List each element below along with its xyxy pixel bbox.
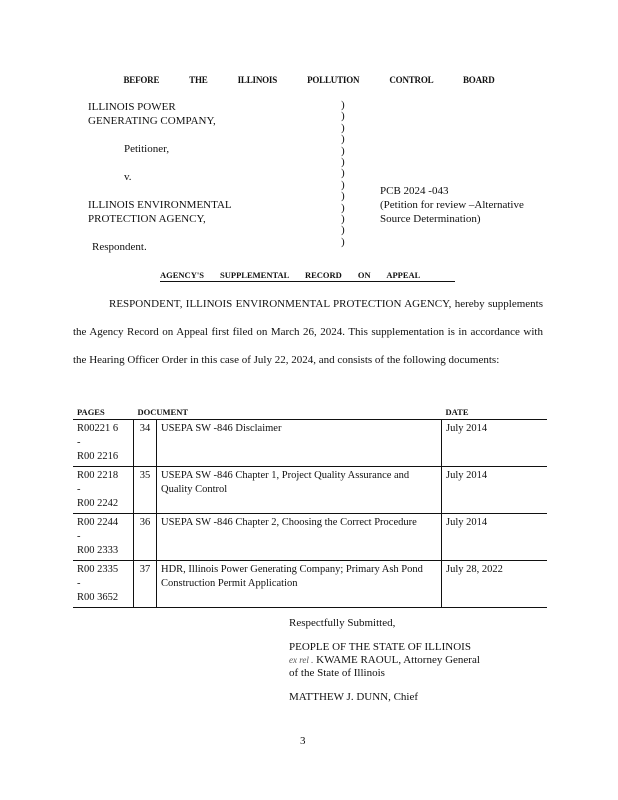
respondent-role: Respondent. [92,241,147,253]
doc-description: USEPA SW -846 Chapter 1, Project Quality Assurance and Quality Control [157,467,442,514]
table-header-row [73,405,547,420]
body-paragraph [73,290,543,374]
pages-start: R00 2218 [77,470,119,481]
documents-table [73,405,547,608]
pages-start: R00 2244 [77,517,119,528]
table-row [73,420,547,467]
case-description-line2: Source Determination) [380,213,481,225]
court-header: BEFORE THE ILLINOIS POLLUTION CONTROL BOARD [123,75,495,85]
signature-line1: PEOPLE OF THE STATE OF ILLINOIS [289,641,471,653]
doc-number: 37 [134,561,157,608]
doc-date: July 2014 [442,467,548,514]
pages-cell [73,420,134,467]
doc-number: 35 [134,467,157,514]
versus-label: v. [124,171,132,183]
pages-end: R00 2216 [77,451,119,462]
respondent-name-line2: PROTECTION AGENCY, [88,213,206,225]
pages-cell [73,514,134,561]
pages-end: R00 3652 [77,592,119,603]
pages-dash: - [77,531,81,542]
pages-cell [73,467,134,514]
petitioner-name-line2: GENERATING COMPANY, [88,115,216,127]
petitioner-role: Petitioner, [124,143,170,155]
table-row [73,514,547,561]
attorney-general: KWAME RAOUL, Attorney General [316,654,480,666]
doc-number: 34 [134,420,157,467]
pages-dash: - [77,578,81,589]
body-paragraph-text: RESPONDENT, ILLINOIS ENVIRONMENTAL PROTECTION AGENCY, hereby supplements the Agency Record on Appeal first filed on March 26, 2024. This supplementation is in accordance with the Hearing Officer Order in this case of July 22, 2024, and consists of the following documents: [73,298,543,366]
caption-parentheses: ) ) ) ) ) ) ) ) ) ) ) ) ) [341,99,345,248]
doc-date: July 28, 2022 [442,561,548,608]
header-document: DOCUMENT [134,405,442,420]
pages-cell [73,561,134,608]
respondent-name-line1: ILLINOIS ENVIRONMENTAL [88,199,232,211]
header-pages: PAGES [73,405,134,420]
table-row [73,561,547,608]
pages-start: R00221 6 [77,423,119,434]
signature-line4: MATTHEW J. DUNN, Chief [289,691,419,703]
document-title: AGENCY'S SUPPLEMENTAL RECORD ON APPEAL [160,270,455,282]
pages-dash: - [77,437,81,448]
pages-dash: - [77,484,81,495]
caption-parties [88,100,232,254]
signature-line2 [289,654,480,667]
doc-description: USEPA SW -846 Chapter 2, Choosing the Correct Procedure [157,514,442,561]
signature-line3: of the State of Illinois [289,667,385,679]
case-number: PCB 2024 -043 [380,185,449,197]
doc-number: 36 [134,514,157,561]
doc-description: USEPA SW -846 Disclaimer [157,420,442,467]
page-number: 3 [300,735,306,747]
petitioner-name-line1: ILLINOIS POWER [88,101,176,113]
case-description-line1: (Petition for review –Alternative [380,199,524,211]
doc-date: July 2014 [442,514,548,561]
doc-description: HDR, Illinois Power Generating Company; Primary Ash Pond Construction Permit Application [157,561,442,608]
header-date: DATE [442,405,548,420]
doc-date: July 2014 [442,420,548,467]
case-info [380,184,524,226]
pages-end: R00 2333 [77,545,119,556]
closing: Respectfully Submitted, [289,617,396,629]
signature-block [289,617,480,704]
pages-end: R00 2242 [77,498,119,509]
pages-start: R00 2335 [77,564,119,575]
table-row [73,467,547,514]
ex-rel: ex rel . [289,655,314,665]
